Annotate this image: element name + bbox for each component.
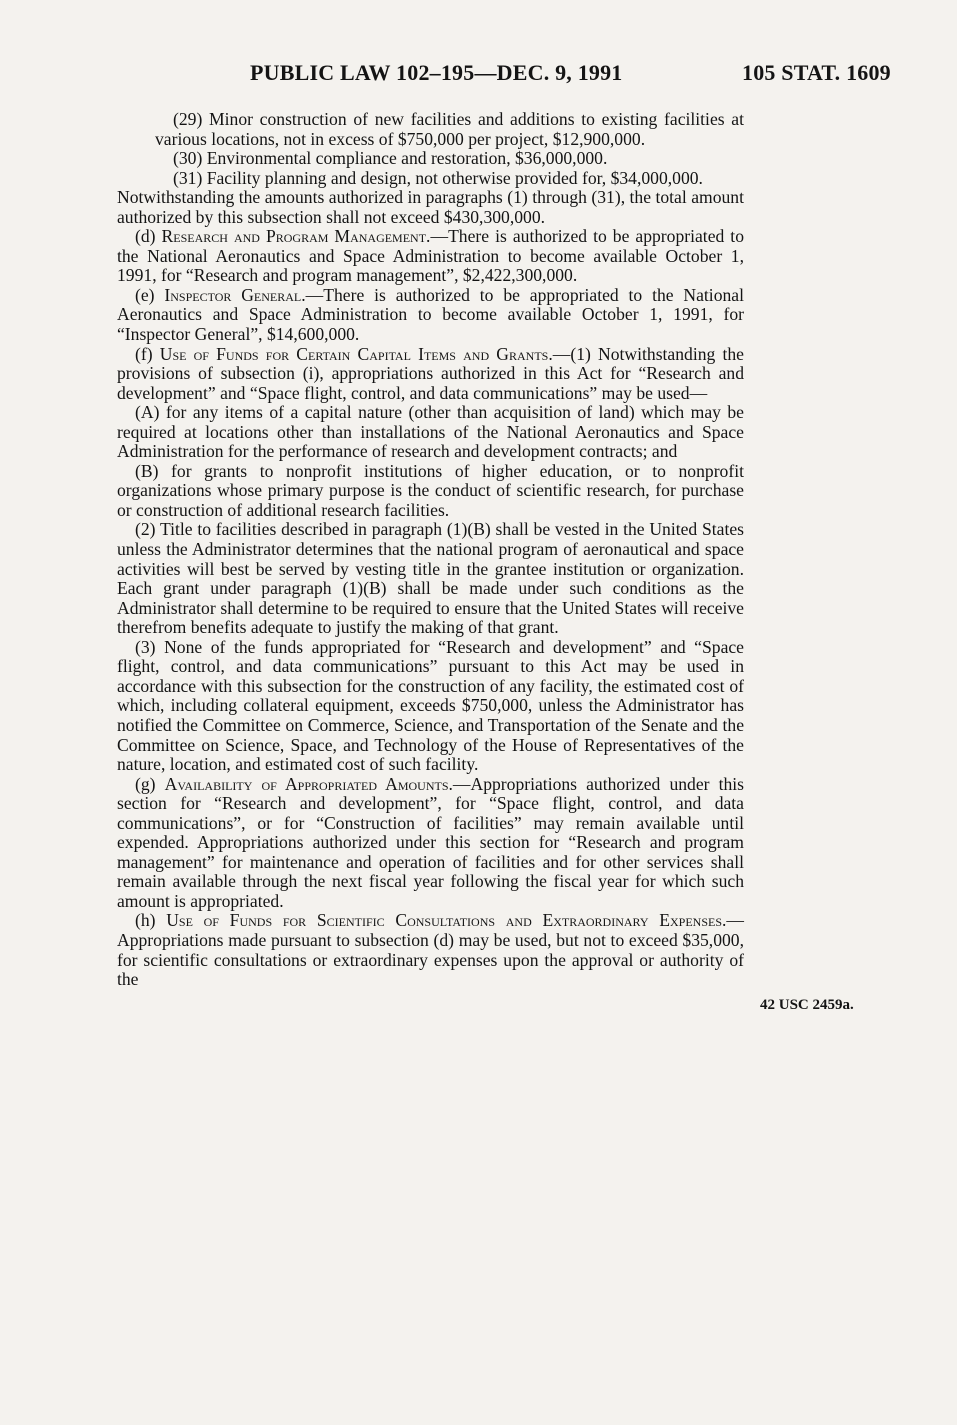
subsection-f-heading: Use of Funds for Certain Capital Items and Grants.	[159, 343, 553, 364]
header-title: PUBLIC LAW 102–195—DEC. 9, 1991	[250, 60, 623, 85]
subsection-d-prefix: (d)	[135, 226, 162, 247]
subsection-h-text: —Appropriations made pursuant to subsection (d) may be used, but not to exceed $35,000, for scientific consultations or extraordinary expenses upon the approval or authority of the	[117, 910, 744, 990]
subsection-e	[117, 286, 744, 345]
subsection-h-heading: Use of Funds for Scientific Consultations and Extraordinary Expenses.	[166, 910, 727, 931]
subsection-h-prefix: (h)	[135, 910, 167, 931]
subsection-f	[117, 345, 744, 404]
body-text	[117, 110, 744, 990]
subsection-f-text: —(1) Notwithstanding the provisions of subsection (i), appropriations authorized in this Act for “Research and development” and “Space flight, control, and data communications” may be used—	[117, 343, 744, 403]
paragraph-29: (29) Minor construction of new facilities and additions to existing facilities at various locations, not in excess of $750,000 per project, $12,900,000.	[155, 109, 744, 149]
header-stat-citation: 105 STAT. 1609	[742, 60, 891, 85]
page-header	[0, 60, 957, 90]
subsection-g-prefix: (g)	[135, 773, 165, 794]
subparagraph-f-A: (A) for any items of a capital nature (other than acquisition of land) which may be required at locations other than installations of the National Aeronautics and Space Administration for the performance of research and development contracts; and	[117, 402, 744, 462]
subsection-d-heading: Research and Program Management.	[161, 226, 431, 247]
paragraph-30: (30) Environmental compliance and restoration, $36,000,000.	[173, 148, 608, 169]
margin-citation-note: 42 USC 2459a.	[760, 997, 854, 1013]
subsection-e-heading: Inspector General.	[164, 284, 306, 305]
subsection-e-prefix: (e)	[135, 284, 165, 305]
subsection-g-heading: Availability of Appropriated Amounts.	[164, 773, 453, 794]
subsection-e-text: —There is authorized to be appropriated to the National Aeronautics and Space Administration to become available October 1, 1991, for “Inspector General”, $14,600,000.	[117, 284, 744, 345]
paragraph-31: (31) Facility planning and design, not otherwise provided for, $34,000,000.	[173, 167, 703, 188]
subsection-h	[117, 911, 744, 989]
subparagraph-f-B: (B) for grants to nonprofit institutions of higher education, or to nonprofit organizations whose primary purpose is the conduct of scientific research, for purchase or construction of additional research facilities.	[117, 460, 744, 520]
subsection-d-text: —There is authorized to be appropriated to the National Aeronautics and Space Administration to become available October 1, 1991, for “Research and program management”, $2,422,300,000.	[117, 226, 744, 286]
subsection-g	[117, 775, 744, 912]
subsection-g-text: —Appropriations authorized under this section for “Research and development”, for “Space flight, control, and data communications”, or for “Construction of facilities” may remain available until expended. Appropriations authorized under this section for “Research and program management” for maintenance and operation of facilities and for other services shall remain available through the next fiscal year following the fiscal year for which such amount is appropriated.	[117, 773, 745, 911]
paragraph-f-3: (3) None of the funds appropriated for “Research and development” and “Space flight, control, and data communications” pursuant to this Act may be used in accordance with this subsection for the construction of any facility, the estimated cost of which, including collateral equipment, exceeds $750,000, unless the Administrator has notified the Committee on Commerce, Science, and Transportation of the Senate and the Committee on Science, Space, and Technology of the House of Representatives of the nature, location, and estimated cost of such facility.	[117, 636, 744, 775]
paragraph-notwithstanding: Notwithstanding the amounts authorized in paragraphs (1) through (31), the total amount authorized by this subsection shall not exceed $430,300,000.	[117, 187, 744, 227]
paragraph-f-2: (2) Title to facilities described in paragraph (1)(B) shall be vested in the United States unless the Administrator determines that the national program of aeronautical and space activities will best be served by vesting title in the grantee institution or organization. Each grant under paragraph (1)(B) shall be made under such conditions as the Administrator shall determine to be required to ensure that the United States will receive therefrom benefits adequate to justify the making of that grant.	[117, 519, 744, 638]
subsection-f-prefix: (f)	[135, 343, 160, 364]
subsection-d	[117, 227, 744, 286]
